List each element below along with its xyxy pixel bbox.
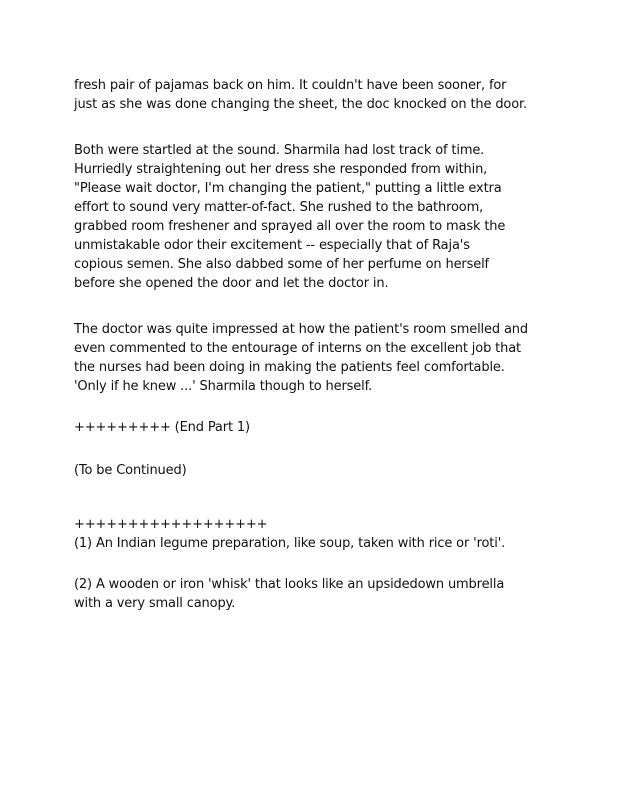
paragraph-1: fresh pair of pajamas back on him. It couldn't have been sooner, for just as she was done changing the sheet, the doc knocked on the door. bbox=[74, 78, 528, 112]
paragraph-3: The doctor was quite impressed at how the patient's room smelled and even commented to the entourage of interns on the excellent job that the nurses had been doing in making the patients feel comfortable. 'Only if he knew ...' Sharmila though to herself. bbox=[74, 322, 528, 394]
footnote-1: ++++++++++++++++++ (1) An Indian legume preparation, like soup, taken with rice or 'roti'. bbox=[74, 517, 506, 551]
end-part-marker: +++++++++ (End Part 1) bbox=[74, 420, 250, 435]
to-be-continued: (To be Continued) bbox=[74, 463, 187, 478]
footnote-2: (2) A wooden or iron 'whisk' that looks like an upsidedown umbrella with a very small canopy. bbox=[74, 577, 505, 611]
paragraph-2: Both were startled at the sound. Sharmila had lost track of time. Hurriedly straightening out her dress she responded from within, "Please wait doctor, I'm changing the patient," putting a little extra effort to sound very matter-of-fact. She rushed to the bathroom, grabbed room freshener and sprayed all over the room to mask the unmistakable odor their excitement -- especially that of Raja's copious semen. She also dabbed some of her perfume on herself before she opened the door and let the doctor in. bbox=[74, 143, 506, 291]
